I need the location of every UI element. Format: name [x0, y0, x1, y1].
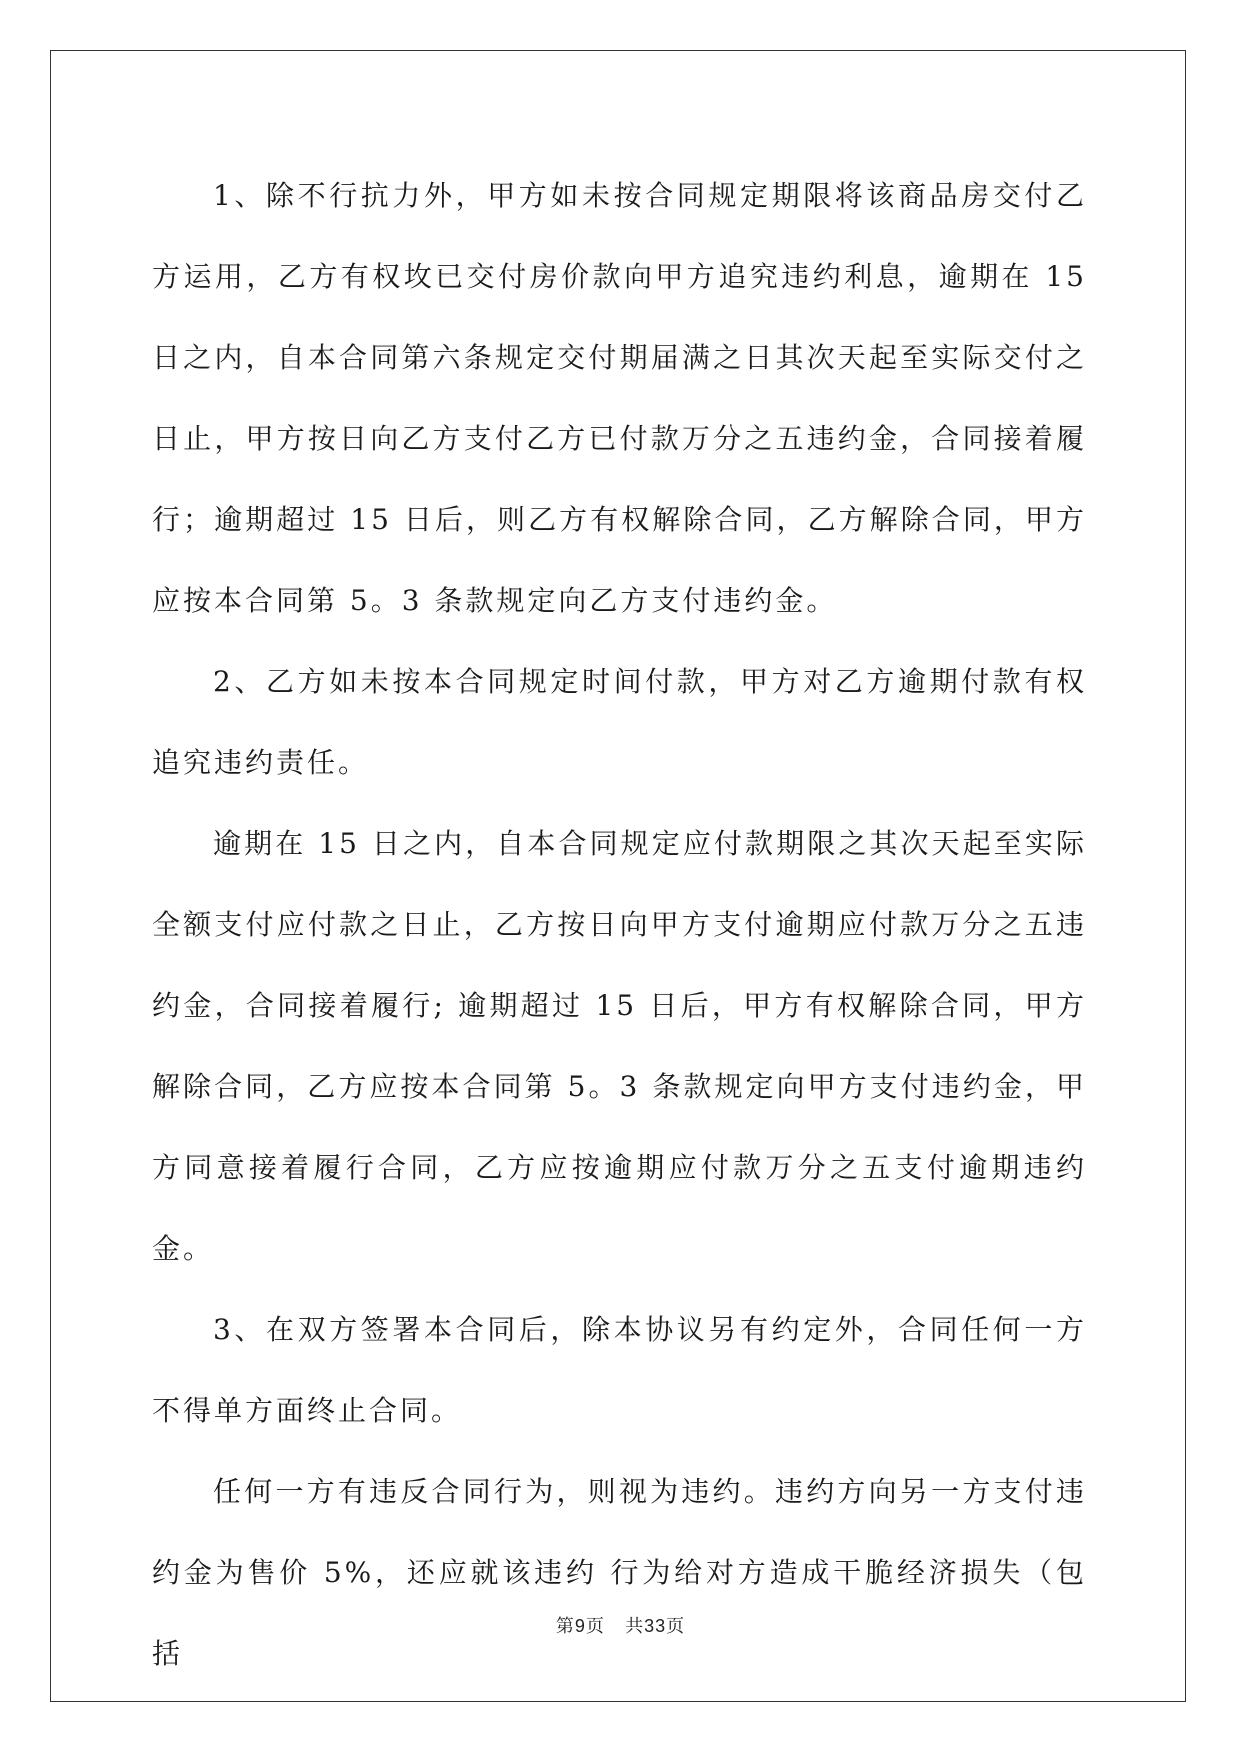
total-page-number: 33 — [644, 1616, 667, 1636]
paragraph-3: 逾期在 15 日之内，自本合同规定应付款期限之其次天起至实际全额支付应付款之日止，乙方按日向甲方支付逾期应付款万分之五违约金，合同接着履行; 逾期超过 15 日后，甲方有权解除合同，甲方解除合同，乙方应按本合同第 5。3 条款规定向甲方支付违约金，甲方同意接着履行合同，乙方应按逾期应付款万分之五支付逾期违约金。 — [152, 827, 1087, 1265]
footer-prefix: 第 — [555, 1616, 575, 1637]
footer-total-prefix: 共 — [625, 1616, 645, 1637]
document-body — [152, 155, 1087, 1694]
current-page-number: 9 — [574, 1616, 586, 1636]
paragraph-1: 1、除不行抗力外，甲方如未按合同规定期限将该商品房交付乙方运用，乙方有权坆已交付房价款向甲方追究违约利息，逾期在 15 日之内，自本合同第六条规定交付期届满之日其次天起至实际交付之日止，甲方按日向乙方支付乙方已付款万分之五违约金，合同接着履行；逾期超过 15 日后，则乙方有权解除合同，乙方解除合同，甲方应按本合同第 5。3 条款规定向乙方支付违约金。 — [152, 179, 1087, 617]
paragraph-4: 3、在双方签署本合同后，除本协议另有约定外，合同任何一方不得单方面终止合同。 — [152, 1313, 1087, 1427]
paragraph-5: 任何一方有违反合同行为，则视为违约。违约方向另一方支付违约金为售价 5%，还应就该违约 行为给对方造成干脆经济损失（包括 — [152, 1475, 1087, 1670]
footer-total-suffix: 页 — [666, 1616, 686, 1637]
footer-page-suffix: 页 — [585, 1616, 605, 1637]
paragraph-2: 2、乙方如未按本合同规定时间付款，甲方对乙方逾期付款有权追究违约责任。 — [152, 665, 1087, 779]
page-footer — [0, 1612, 1241, 1638]
